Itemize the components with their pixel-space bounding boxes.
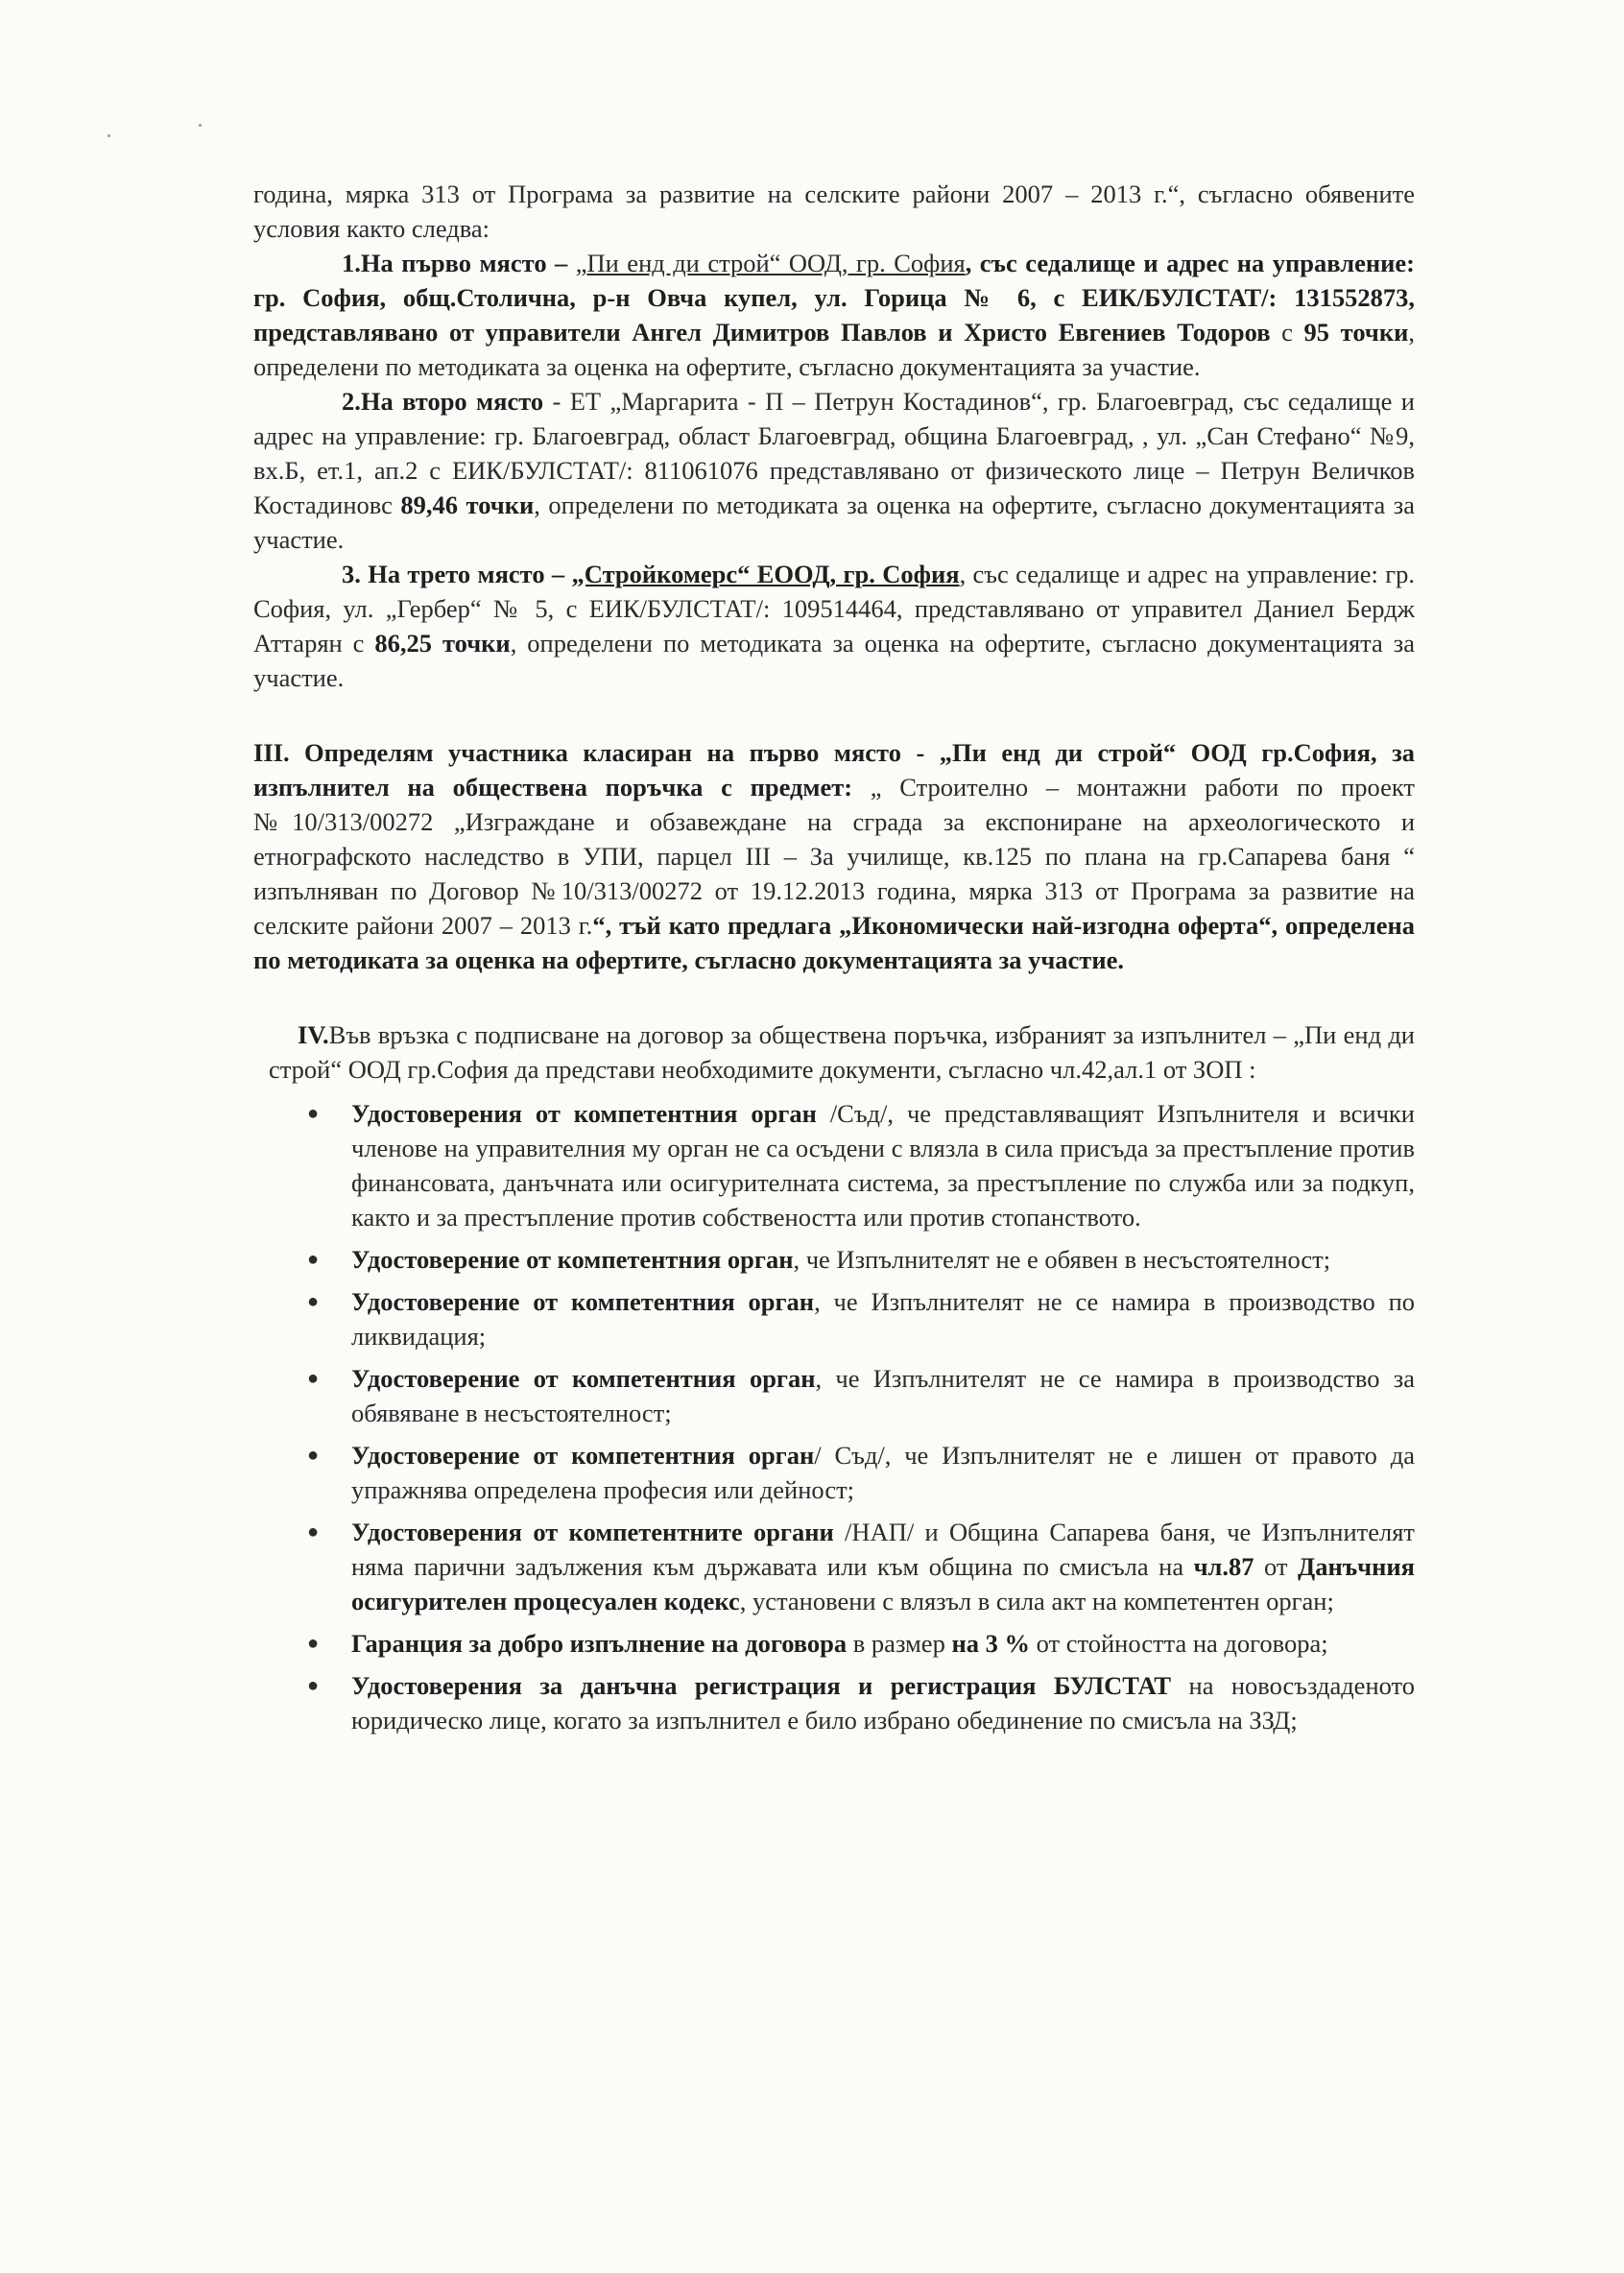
requirement-title: Удостоверение от компетентния орган [351,1364,816,1393]
scan-speck [199,124,202,127]
list-item [253,1668,1415,1737]
requirement-text: /Съд/, че представляващият Изпълнителя и всички членове на управителния му орган не са осъдени с влязла в сила присъда за престъпление против финансовата, данъчната или осигурителната система, за престъпление по служба или за подкуп, както и за престъпление против собствеността или против стопанството. [351,1099,1415,1232]
requirement-text: / Съд/, че Изпълнителят не е лишен от правото да упражнява определена професия или дейност; [351,1441,1416,1504]
list-item [253,1626,1415,1661]
place-1-rest: , определени по методиката за оценка на офертите, съгласно документацията за участие. [253,318,1416,381]
requirement-title: Удостоверение от компетентния орган [351,1245,794,1274]
place-1-company: „Пи енд ди строй“ ООД, гр. София [575,249,966,277]
section-3-heading: III. Определям участника класиран на първо място - „Пи енд ди строй“ ООД гр.София, за изпълнител на обществена поръчка с предмет: [253,738,1415,802]
requirement-text: , че Изпълнителят не се намира в производство за обявяване в несъстоятелност; [351,1364,1415,1427]
bullet-icon: ● [307,1249,320,1270]
place-3-label: 3. На трето място – [342,560,565,588]
place-1-connector: с [1270,318,1304,347]
bullet-icon: ● [307,1633,320,1654]
requirement-percent: на 3 % [951,1629,1030,1658]
requirement-text: /НАП/ и Община Сапарева баня, че Изпълнителят няма парични задължения към държавата или към община по смисъла на [351,1518,1416,1581]
section-4-paragraph [253,1017,1415,1087]
requirement-code: Данъчния осигурителен процесуален кодекс [351,1552,1416,1615]
section-3-paragraph [253,735,1415,977]
place-3-details: , със седалище и адрес на управление: гр. София, ул. „Гербер“ № 5, с ЕИК/БУЛСТАТ/: 109514464, представлявано от управител Даниел Бердж Аттарян с [253,560,1415,658]
document-page [253,177,1415,1745]
bullet-icon: ● [307,1445,320,1466]
bullet-icon: ● [307,1368,320,1389]
section-4-label: IV. [298,1020,329,1049]
scan-speck [107,134,110,137]
requirement-title: Удостоверения от компетентния орган [351,1099,817,1128]
place-2-paragraph [253,384,1415,557]
place-1-points: 95 точки [1303,318,1409,347]
bullet-icon: ● [307,1521,320,1543]
list-item [253,1096,1415,1234]
list-item [253,1242,1415,1277]
intro-paragraph: година, мярка 313 от Програма за развитие на селските райони 2007 – 2013 г.“, съгласно обявените условия както следва: [253,179,1415,243]
requirement-text: , че Изпълнителят не е обявен в несъстоятелност; [793,1245,1331,1274]
section-3-subject: „ Строително – монтажни работи по проект №10/313/00272 „Изграждане и обзавеждане на сграда за експониране на археологическото и етнографското наследство в УПИ, парцел III – За училище, кв.125 по плана на гр.Сапарева баня “ изпълняван по Договор №10/313/00272 от 19.12.2013 година, мярка 313 от Програма за развитие на селските райони 2007 – 2013 г. [253,773,1415,940]
bullet-icon: ● [307,1103,320,1124]
requirement-title: Удостоверения от компетентните органи [351,1518,834,1546]
requirement-text: на новосъздаденото юридическо лице, когато за изпълнител е било избрано обединение по смисъла на ЗЗД; [351,1671,1416,1735]
requirement-text: , установени с влязъл в сила акт на компетентен орган; [739,1587,1334,1615]
requirement-title: Гаранция за добро изпълнение на договора [351,1629,848,1658]
place-3-paragraph [253,557,1415,695]
place-3-points: 86,25 точки [374,629,511,658]
requirements-list [253,1096,1415,1737]
section-4-text: Във връзка с подписване на договор за обществена поръчка, избраният за изпълнител – „Пи енд ди строй“ ООД гр.София да представи необходимите документи, съгласно чл.42,ал.1 от ЗОП : [269,1020,1415,1084]
requirement-title: Удостоверение от компетентния орган [351,1287,815,1316]
requirement-title: Удостоверения за данъчна регистрация и регистрация БУЛСТАТ [351,1671,1172,1700]
place-2-rest: , определени по методиката за оценка на офертите, съгласно документацията за участие. [253,490,1415,554]
place-1-paragraph [253,246,1415,384]
place-3-rest: , определени по методиката за оценка на офертите, съгласно документацията за участие. [253,629,1415,692]
bullet-icon: ● [307,1291,320,1312]
requirement-article: чл.87 [1193,1552,1254,1581]
list-item [253,1284,1415,1353]
bullet-icon: ● [307,1675,320,1696]
place-2-details: - ЕТ „Маргарита - П – Петрун Костадинов“, гр. Благоевград, със седалище и адрес на управление: гр. Благоевград, област Благоевград, община Благоевград, , ул. „Сан Стефано“ №9, вх.Б, ет.1, ап.2 с ЕИК/БУЛСТАТ/: 811061076 представлявано от физическото лице – Петрун Величков Костадиновс [253,387,1415,519]
list-item [253,1361,1415,1430]
requirement-title: Удостоверение от компетентния орган [351,1441,815,1470]
place-1-label: 1.На първо място – [342,249,568,277]
requirement-text: в размер [847,1629,952,1658]
requirement-text: от [1254,1552,1298,1581]
place-2-label: 2.На второ място [342,387,544,416]
requirement-text: , че Изпълнителят не се намира в производство по ликвидация; [351,1287,1416,1351]
place-2-points: 89,46 точки [400,490,535,519]
list-item [253,1438,1415,1507]
list-item [253,1515,1415,1618]
place-3-company: „Стройкомерс“ ЕООД, гр. София [571,560,960,588]
place-1-details: , със седалище и адрес на управление: гр. София, общ.Столична, р-н Овча купел, ул. Горица № 6, с ЕИК/БУЛСТАТ/: 131552873, представлявано от управители Ангел Димитров Павлов и Христо Евгениев Тодоров [253,249,1415,347]
section-3-reason: “, тъй като предлага „Икономически най-изгодна оферта“, определена по методиката за оценка на офертите, съгласно документацията за участие. [253,911,1415,974]
requirement-text: от стойността на договора; [1029,1629,1328,1658]
